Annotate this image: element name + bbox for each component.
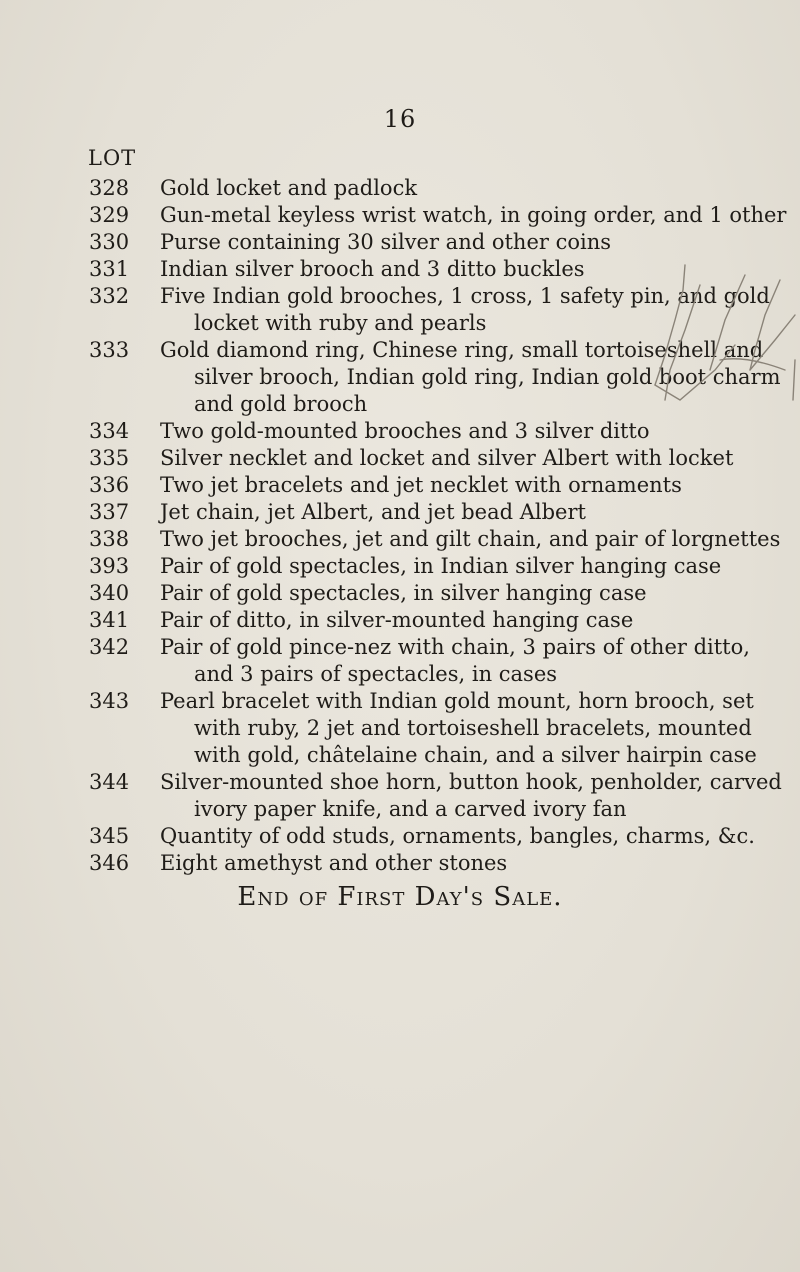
lot-number: 335 (89, 446, 130, 470)
description-line: Pearl bracelet with Indian gold mount, horn brooch, set (160, 689, 754, 713)
lot-number: 345 (89, 824, 130, 848)
lot-number: 344 (89, 770, 130, 794)
lot-number: 330 (89, 230, 130, 254)
lot-number: 338 (89, 527, 130, 551)
lot-entry (0, 175, 800, 202)
lot-number: 337 (89, 500, 130, 524)
lot-entry (0, 499, 800, 526)
lot-description (160, 553, 722, 580)
lot-description (160, 769, 782, 823)
lot-number: 331 (89, 257, 130, 281)
lot-description (160, 445, 734, 472)
description-line: silver brooch, Indian gold ring, Indian gold boot charm (194, 365, 781, 389)
lot-entry (0, 526, 800, 553)
lot-entry (0, 823, 800, 850)
lot-number: 342 (89, 635, 130, 659)
description-line: Gold diamond ring, Chinese ring, small tortoiseshell and (160, 338, 764, 362)
lot-entry (0, 229, 800, 256)
lot-number: 336 (89, 473, 130, 497)
end-of-sale-footer (0, 882, 800, 912)
lot-description (160, 634, 750, 688)
lot-description (160, 175, 700, 202)
lot-entry (0, 445, 800, 472)
description-line: and gold brooch (194, 392, 368, 416)
description-line: Eight amethyst and other stones (160, 851, 508, 875)
description-line: Jet chain, jet Albert, and jet bead Albert (160, 500, 586, 524)
description-line: Purse containing 30 silver and other coins (160, 230, 612, 254)
lot-description (160, 688, 757, 769)
lot-description (160, 472, 700, 499)
lot-description (160, 499, 700, 526)
description-line: Two gold-mounted brooches and 3 silver ditto (160, 419, 650, 443)
description-line: Pair of gold spectacles, in silver hanging case (160, 581, 647, 605)
lot-description (160, 526, 781, 553)
lot-entry (0, 850, 800, 877)
lot-description (160, 337, 781, 418)
lot-description (160, 418, 700, 445)
description-line: Pair of gold spectacles, in Indian silver hanging case (160, 554, 722, 578)
description-line: Two jet brooches, jet and gilt chain, and pair of lorgnettes (160, 527, 781, 551)
page-number: 16 (383, 105, 417, 133)
description-line: ivory paper knife, and a carved ivory fan (194, 797, 627, 821)
description-line: Silver-mounted shoe horn, button hook, penholder, carved (160, 770, 782, 794)
lot-entry (0, 472, 800, 499)
description-line: and 3 pairs of spectacles, in cases (194, 662, 558, 686)
lot-entry (0, 607, 800, 634)
lot-number: 329 (89, 203, 130, 227)
description-line: Two jet bracelets and jet necklet with ornaments (160, 473, 682, 497)
pencil-sketch-mark-icon (625, 260, 800, 410)
lot-description (160, 202, 787, 229)
lot-number: 341 (89, 608, 130, 632)
lot-description (160, 283, 770, 337)
lot-entry (0, 769, 800, 823)
description-line: locket with ruby and pearls (194, 311, 487, 335)
lot-entry (0, 580, 800, 607)
lot-entry (0, 634, 800, 688)
lot-number: 332 (89, 284, 130, 308)
description-line: Silver necklet and locket and silver Albert with locket (160, 446, 734, 470)
lot-description (160, 580, 700, 607)
lot-entry (0, 418, 800, 445)
lot-number: 343 (89, 689, 130, 713)
lot-number: 340 (89, 581, 130, 605)
description-line: Pair of gold pince-nez with chain, 3 pairs of other ditto, (160, 635, 750, 659)
lot-description (160, 229, 700, 256)
footer-text: End of First Day's Sale. (237, 882, 563, 912)
lot-description (160, 850, 700, 877)
lot-description (160, 256, 700, 283)
lot-entry (0, 553, 800, 580)
description-line: Gun-metal keyless wrist watch, in going order, and 1 other (160, 203, 787, 227)
description-line: with ruby, 2 jet and tortoiseshell bracelets, mounted (194, 716, 752, 740)
description-line: Gold locket and padlock (160, 176, 418, 200)
lot-number: 334 (89, 419, 130, 443)
lot-entry (0, 202, 800, 229)
lot-description (160, 607, 700, 634)
lot-number: 346 (89, 851, 130, 875)
lot-entry (0, 688, 800, 769)
lot-number: 333 (89, 338, 130, 362)
lot-number: 393 (89, 554, 130, 578)
description-line: Indian silver brooch and 3 ditto buckles (160, 257, 585, 281)
lot-number: 328 (89, 176, 130, 200)
description-line: Pair of ditto, in silver-mounted hanging case (160, 608, 634, 632)
description-line: Quantity of odd studs, ornaments, bangles, charms, &c. (160, 824, 755, 848)
description-line: with gold, châtelaine chain, and a silver hairpin case (194, 743, 757, 767)
description-line: Five Indian gold brooches, 1 cross, 1 safety pin, and gold (160, 284, 770, 308)
lot-column-header: LOT (88, 146, 137, 170)
lot-description (160, 823, 755, 850)
